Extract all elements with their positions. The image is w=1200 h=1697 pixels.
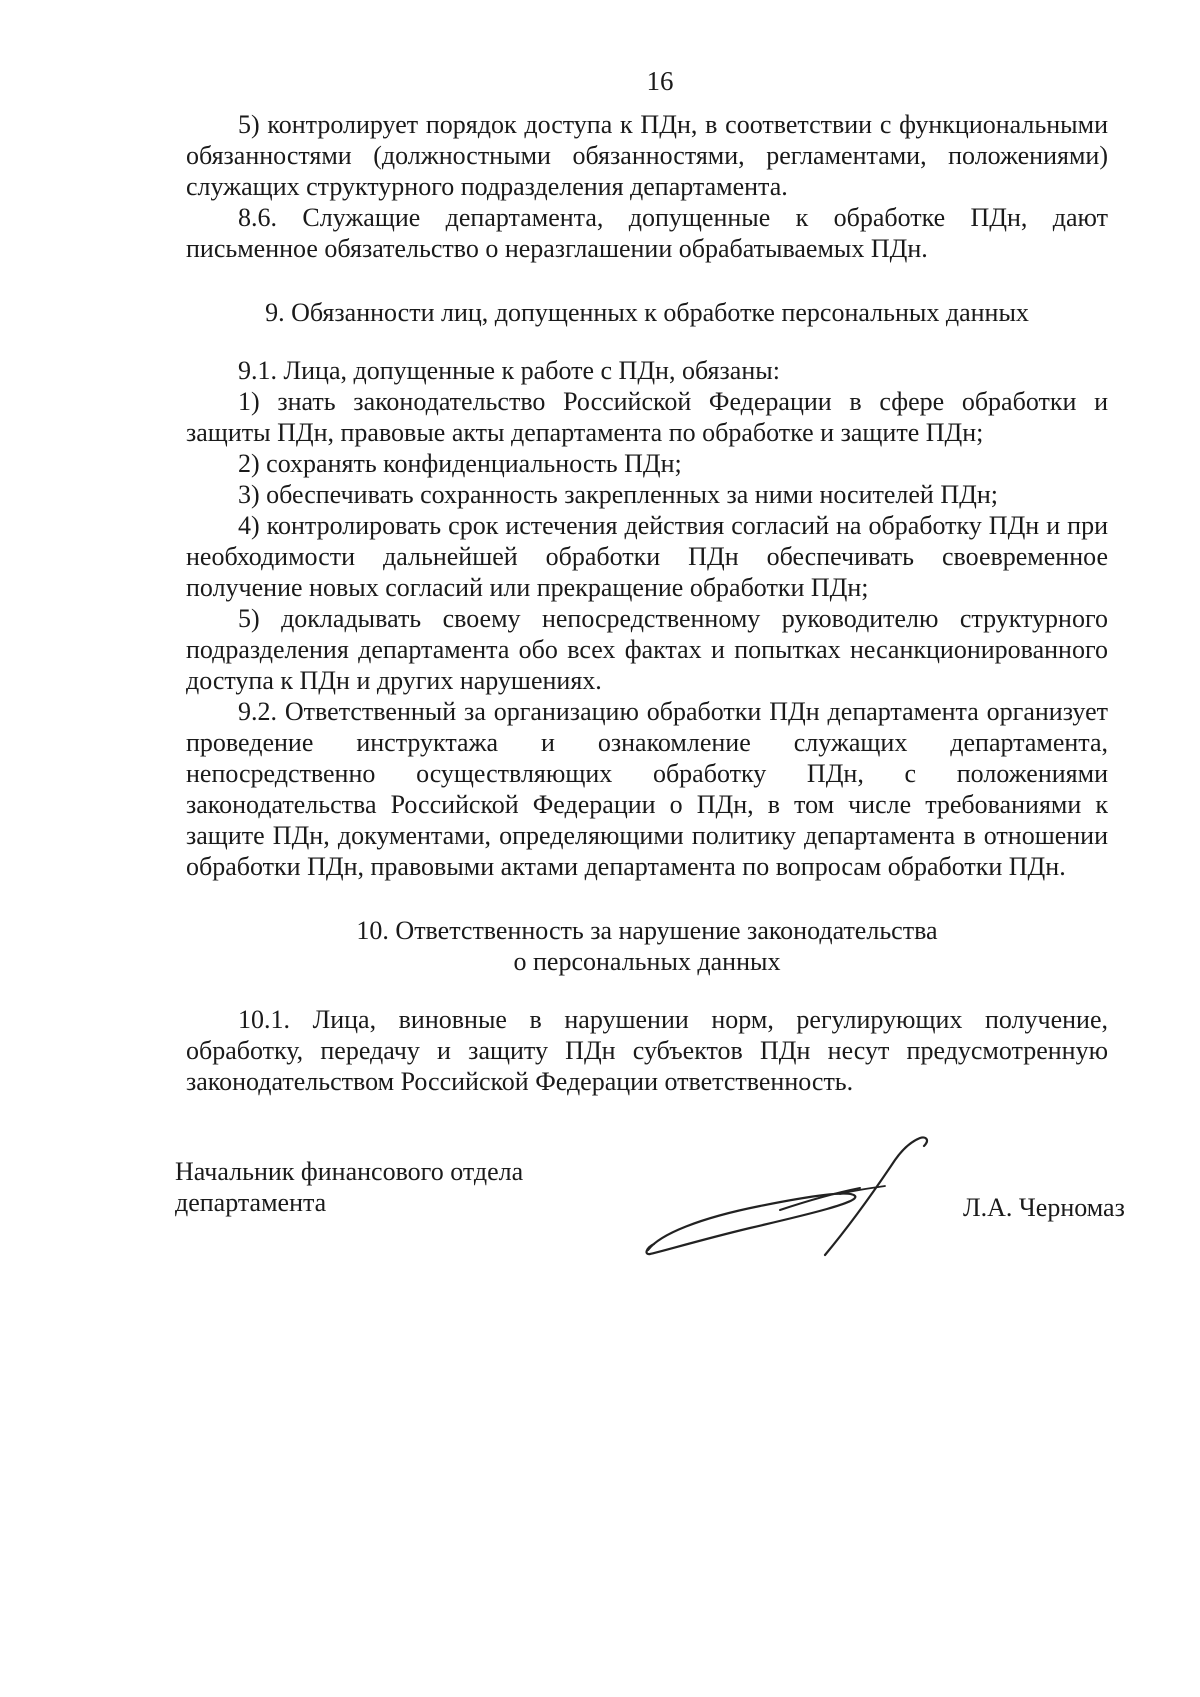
document-body [186, 109, 1108, 1097]
section-10-heading-line-2: о персональных данных [513, 947, 781, 976]
paragraph-10-1: 10.1. Лица, виновные в нарушении норм, регулирующих получение, обработку, передачу и защиту ПДн субъектов ПДн несут предусмотренную законодательством Российской Федерации ответственность. [186, 1005, 1108, 1096]
list-item-9-1-4: 4) контролировать срок истечения действия согласий на обработку ПДн и при необходимости дальнейшей обработки ПДн обеспечивать своевременное получение новых согласий или прекращение обработки ПДн; [186, 511, 1108, 602]
list-item-9-1-1: 1) знать законодательство Российской Федерации в сфере обработки и защиты ПДн, правовые акты департамента по обработке и защите ПДн; [186, 387, 1108, 447]
handwritten-signature [640, 1130, 950, 1270]
signatory-position-line-1: Начальник финансового отдела [175, 1157, 524, 1186]
section-10-heading-line-1: 10. Ответственность за нарушение законодательства [356, 916, 938, 945]
signatory-name: Л.А. Черномаз [963, 1193, 1125, 1222]
paragraph-8-6: 8.6. Служащие департамента, допущенные к обработке ПДн, дают письменное обязательство о неразглашении обрабатываемых ПДн. [186, 203, 1108, 263]
paragraph-5-access-control: 5) контролирует порядок доступа к ПДн, в соответствии с функциональными обязанностями (должностными обязанностями, регламентами, положениями) служащих структурного подразделения департамента. [186, 110, 1108, 201]
signatory-position-line-2: департамента [175, 1188, 327, 1217]
list-item-9-1-2: 2) сохранять конфиденциальность ПДн; [238, 449, 682, 478]
page-number: 16 [646, 66, 674, 96]
section-9-heading: 9. Обязанности лиц, допущенных к обработке персональных данных [265, 298, 1029, 327]
signatory-position [175, 1156, 595, 1218]
paragraph-9-2: 9.2. Ответственный за организацию обработки ПДн департамента организует проведение инструктажа и ознакомление служащих департамента, непосредственно осуществляющих обработку ПДн, с положениями законодательства Российской Федерации о ПДн, в том числе требованиями к защите ПДн, документами, определяющими политику департамента в отношении обработки ПДн, правовыми актами департамента по вопросам обработки ПДн. [186, 697, 1108, 881]
list-item-9-1-3: 3) обеспечивать сохранность закрепленных за ними носителей ПДн; [238, 480, 998, 509]
list-item-9-1-5: 5) докладывать своему непосредственному руководителю структурного подразделения департамента обо всех фактах и попытках несанкционированного доступа к ПДн и других нарушениях. [186, 604, 1108, 695]
paragraph-9-1: 9.1. Лица, допущенные к работе с ПДн, обязаны: [238, 356, 780, 385]
